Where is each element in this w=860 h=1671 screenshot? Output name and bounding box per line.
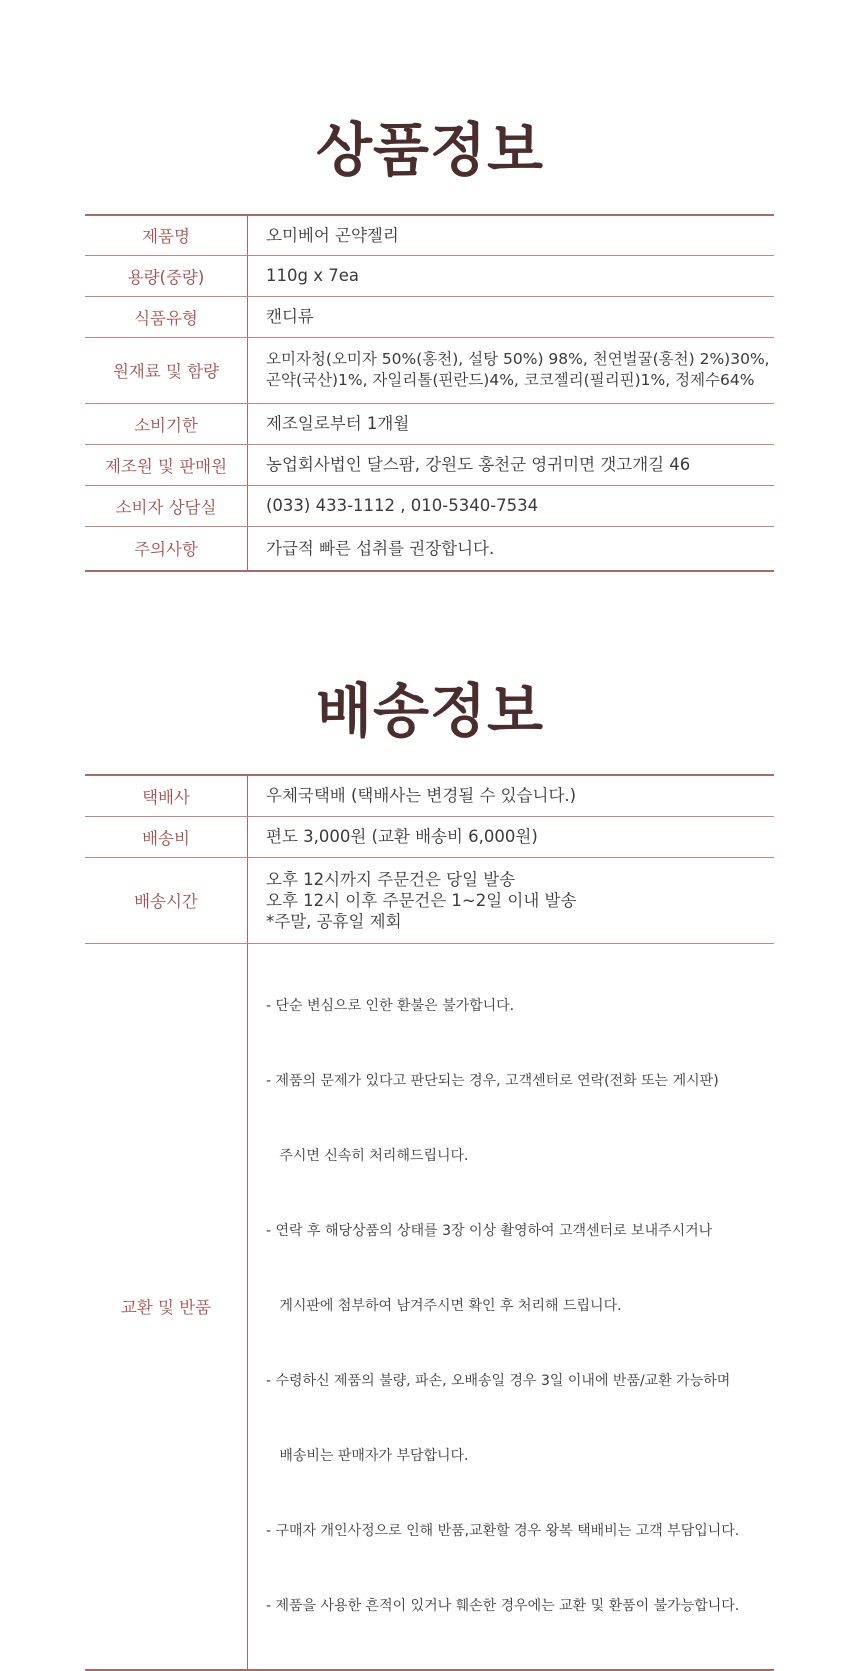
table-row [85,296,774,337]
table-row [85,215,774,255]
product-info-table [85,214,774,572]
row-label: 식품유형 [85,296,248,337]
delivery-info-table [85,774,774,1671]
row-label: 교환 및 반품 [85,943,248,1670]
row-value: 우체국택배 (택배사는 변경될 수 있습니다.) [248,775,775,816]
row-label: 원재료 및 함량 [85,337,248,403]
row-label: 배송비 [85,816,248,857]
table-row [85,857,774,943]
table-row [85,526,774,571]
table-row [85,485,774,526]
row-value: 110g x 7ea [248,255,775,296]
row-value: 가급적 빠른 섭취를 권장합니다. [266,538,495,558]
table-row [85,337,774,403]
row-value: 편도 3,000원 (교환 배송비 6,000원) [248,816,775,857]
row-label: 소비자 상담실 [85,485,248,526]
row-value: 캔디류 [248,296,775,337]
row-label: 제조원 및 판매원 [85,444,248,485]
row-value: 제조일로부터 1개월 [248,403,775,444]
row-value: 농업회사법인 달스팜, 강원도 홍천군 영귀미면 갯고개길 46 [248,444,775,485]
delivery-info-section [0,676,860,746]
row-value: 오후 12시까지 주문건은 당일 발송 오후 12시 이후 주문건은 1~2일 이내 발송 *주말, 공휴일 제회 [248,857,775,943]
row-value: - 단순 변심으로 인한 환불은 불가합니다. - 제품의 문제가 있다고 판단되는 경우, 고객센터로 연락(전화 또는 게시판) 주시면 신속히 처리해드립니다. - 연락 후 해당상품의 상태를 3장 이상 촬영하여 고객센터로 보내주시거나 게시판에 첨부하여 남겨주시면 확인 후 처리해 드립니다. - 수령하신 제품의 불량, 파손, 오배송일 경우 3일 이내에 반품/교환 가능하며 배송비는 판매자가 부담합니다. - 구매자 개인사정으로 인해 반품,교환할 경우 왕복 택배비는 고객 부담입니다. - 제품을 사용한 흔적이 있거나 훼손한 경우에는 교환 및 환품이 불가능합니다. [266,997,740,1614]
row-value: (033) 433-1112 , 010-5340-7534 [248,485,775,526]
row-label: 배송시간 [85,857,248,943]
table-row [85,943,774,1670]
table-row [85,816,774,857]
row-label: 용량(중량) [85,255,248,296]
delivery-info-title: 배송정보 [315,677,545,745]
table-row [85,255,774,296]
product-info-title: 상품정보 [315,116,545,184]
row-label: 소비기한 [85,403,248,444]
row-label: 제품명 [85,215,248,255]
product-info-section [0,115,860,185]
table-row [85,444,774,485]
row-value: 오미자청(오미자 50%(홍천), 설탕 50%) 98%, 천연벌꿀(홍천) 2%)30%, 곤약(국산)1%, 자일리톨(핀란드)4%, 코코젤리(필리핀)1%, 정제수64% [248,337,775,403]
row-label: 주의사항 [85,526,248,571]
table-row [85,403,774,444]
row-label: 택배사 [85,775,248,816]
table-row [85,775,774,816]
row-value: 오미베어 곤약젤리 [248,215,775,255]
